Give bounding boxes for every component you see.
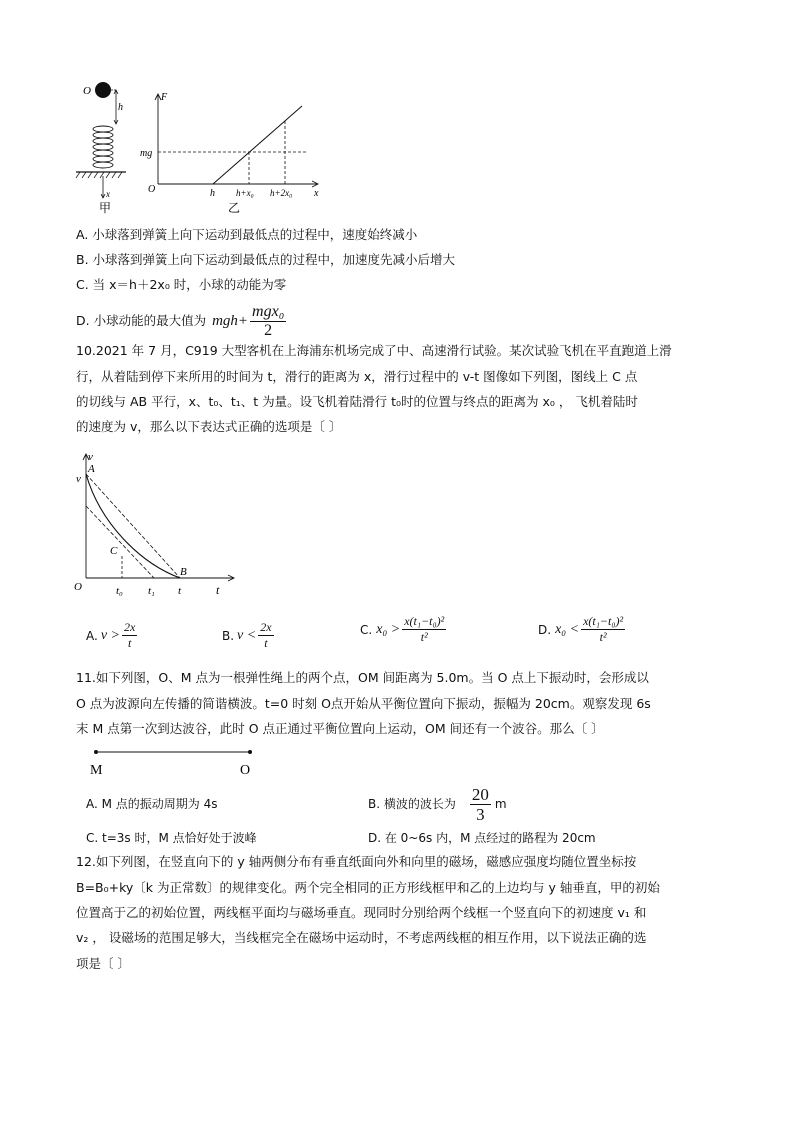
label-C: C bbox=[110, 545, 118, 557]
q10-option-b bbox=[222, 620, 276, 651]
label-O-yi: O bbox=[148, 184, 156, 195]
figure-q11-rope bbox=[84, 744, 264, 780]
q10-c-num: x(t₁−t₀)² bbox=[404, 614, 445, 628]
graph-line bbox=[213, 106, 302, 184]
q10-line-4: 的速度为 v，那么以下表达式正确的选项是〔 〕 bbox=[76, 419, 342, 434]
q10-c-den: t² bbox=[420, 630, 428, 644]
q11-b-fraction bbox=[470, 785, 491, 824]
q10-b-label: B. bbox=[222, 628, 235, 643]
tangent-C bbox=[86, 506, 154, 578]
q10-b-den: t bbox=[264, 636, 268, 650]
q9-option-a: A. 小球落到弹簧上向下运动到最低点的过程中，速度始终减小 bbox=[76, 227, 418, 242]
chord-AB bbox=[86, 474, 180, 578]
label-M: M bbox=[90, 763, 103, 778]
point-M bbox=[94, 750, 98, 754]
q10-d-fraction bbox=[581, 614, 625, 645]
q11-option-c: C. t=3s 时，M 点恰好处于波峰 bbox=[86, 831, 257, 845]
label-mg: mg bbox=[140, 148, 153, 159]
label-t1: t₁ bbox=[148, 585, 155, 597]
q10-a-num: 2x bbox=[123, 620, 136, 634]
q11-line-2: O 点为波源向左传播的简谐横波。t=0 时刻 O点开始从平衡位置向下振动，振幅为 20cm。观察发现 6s bbox=[76, 696, 651, 711]
label-A: A bbox=[88, 463, 95, 475]
q9-option-d-prefix: D. 小球动能的最大值为 bbox=[76, 313, 207, 328]
q12-line-1: 12.如下列图，在竖直向下的 y 轴两侧分布有垂直纸面向外和向里的磁场，磁感应强度均随位置坐标按 bbox=[76, 854, 637, 869]
q10-a-label: A. bbox=[86, 628, 98, 643]
q11-b-den: 3 bbox=[476, 804, 485, 824]
q9-option-b: B. 小球落到弹簧上向下运动到最低点的过程中，加速度先减小后增大 bbox=[76, 252, 456, 267]
caption-yi: 乙 bbox=[228, 201, 241, 215]
q10-d-num: x(t₁−t₀)² bbox=[583, 614, 624, 628]
q9-option-c: C. 当 x＝h＋2x₀ 时，小球的动能为零 bbox=[76, 277, 287, 292]
label-v0: v bbox=[76, 473, 81, 485]
q10-c-label: C. bbox=[360, 622, 373, 637]
q10-option-c bbox=[360, 614, 448, 645]
label-B: B bbox=[180, 566, 187, 578]
q11-line-3: 末 M 点第一次到达波谷，此时 O 点正通过平衡位置向上运动，OM 间还有一个波谷。那么〔 〕 bbox=[76, 721, 604, 736]
label-h-x0: h+x₀ bbox=[236, 188, 254, 198]
q11-b-prefix: B. 横波的波长为 bbox=[368, 797, 456, 811]
label-t0: t₀ bbox=[116, 585, 123, 597]
label-v-axis: v bbox=[88, 451, 93, 463]
label-x-jia: x bbox=[106, 189, 110, 199]
q10-b-lhs: v < bbox=[237, 627, 257, 643]
q10-option-d bbox=[538, 614, 627, 645]
label-h-yi: h bbox=[210, 188, 215, 199]
q12-line-2: B=B₀+ky〔k 为正常数〕的规律变化。两个完全相同的正方形线框甲和乙的上边均与 y 轴垂直，甲的初始 bbox=[76, 880, 660, 895]
label-t-tick: t bbox=[178, 585, 182, 597]
q9-d-den: 2 bbox=[264, 321, 273, 339]
q10-c-fraction bbox=[402, 614, 446, 645]
q9-option-d bbox=[76, 300, 288, 342]
q12-line-3: 位置高于乙的初始位置，两线框平面均与磁场垂直。现同时分别给两个线框一个竖直向下的初速度 v₁ 和 bbox=[76, 905, 647, 920]
label-O-jia: O bbox=[83, 85, 91, 97]
q11-option-d: D. 在 0~6s 内，M 点经过的路程为 20cm bbox=[368, 831, 596, 845]
q10-d-lhs: x₀ < bbox=[555, 621, 580, 637]
q11-option-a: A. M 点的振动周期为 4s bbox=[86, 797, 218, 811]
label-F: F bbox=[161, 92, 168, 103]
q12-line-4: v₂ ， 设磁场的范围足够大，当线框完全在磁场中运动时，不考虑两线框的相互作用，以下说法正确的选 bbox=[76, 930, 647, 945]
label-t-axis: t bbox=[216, 583, 220, 597]
q10-c-lhs: x₀ > bbox=[376, 621, 401, 637]
label-O-vt: O bbox=[74, 581, 82, 593]
spring bbox=[93, 126, 113, 168]
q9-d-num: mgx₀ bbox=[252, 302, 285, 320]
figure-yi bbox=[140, 88, 330, 218]
q10-d-label: D. bbox=[538, 622, 552, 637]
figure-q10-vt bbox=[70, 448, 240, 600]
figure-jia bbox=[72, 76, 132, 216]
q10-d-den: t² bbox=[599, 630, 607, 644]
q11-option-b bbox=[368, 784, 507, 824]
q11-line-1: 11.如下列图，O、M 点为一根弹性绳上的两个点，OM 间距离为 5.0m。当 O 点上下振动时，会形成以 bbox=[76, 670, 649, 685]
label-h-jia: h bbox=[118, 102, 123, 113]
q11-b-num: 20 bbox=[471, 784, 489, 804]
q10-b-num: 2x bbox=[260, 620, 272, 634]
q10-b-fraction bbox=[258, 620, 273, 651]
label-h-2x0: h+2x₀ bbox=[270, 188, 293, 198]
ball bbox=[95, 82, 111, 98]
q10-a-den: t bbox=[127, 636, 132, 650]
q10-line-3: 的切线与 AB 平行，x、t₀、t₁、t 为量。设飞机着陆滑行 t₀时的位置与终点的距离为 x₀ ， 飞机着陆时 bbox=[76, 394, 638, 409]
q11-b-unit: m bbox=[494, 797, 507, 811]
q12-line-5: 项是〔 〕 bbox=[76, 956, 130, 971]
point-O bbox=[248, 750, 252, 754]
q10-option-a bbox=[86, 620, 139, 651]
q9-option-d-fraction bbox=[250, 303, 286, 340]
label-x-yi: x bbox=[314, 188, 319, 199]
q9-option-d-mgh: mgh+ bbox=[212, 313, 249, 329]
q10-a-lhs: v > bbox=[100, 627, 120, 643]
q10-a-fraction bbox=[122, 620, 137, 651]
label-O-rope: O bbox=[240, 763, 251, 778]
q10-line-2: 行，从着陆到停下来所用的时间为 t，滑行的距离为 x，滑行过程中的 v-t 图像如下列图，图线上 C 点 bbox=[76, 369, 638, 384]
q10-line-1: 10.2021 年 7 月，C919 大型客机在上海浦东机场完成了中、高速滑行试验。某次试验飞机在平直跑道上滑 bbox=[76, 343, 672, 358]
caption-jia: 甲 bbox=[99, 201, 112, 215]
